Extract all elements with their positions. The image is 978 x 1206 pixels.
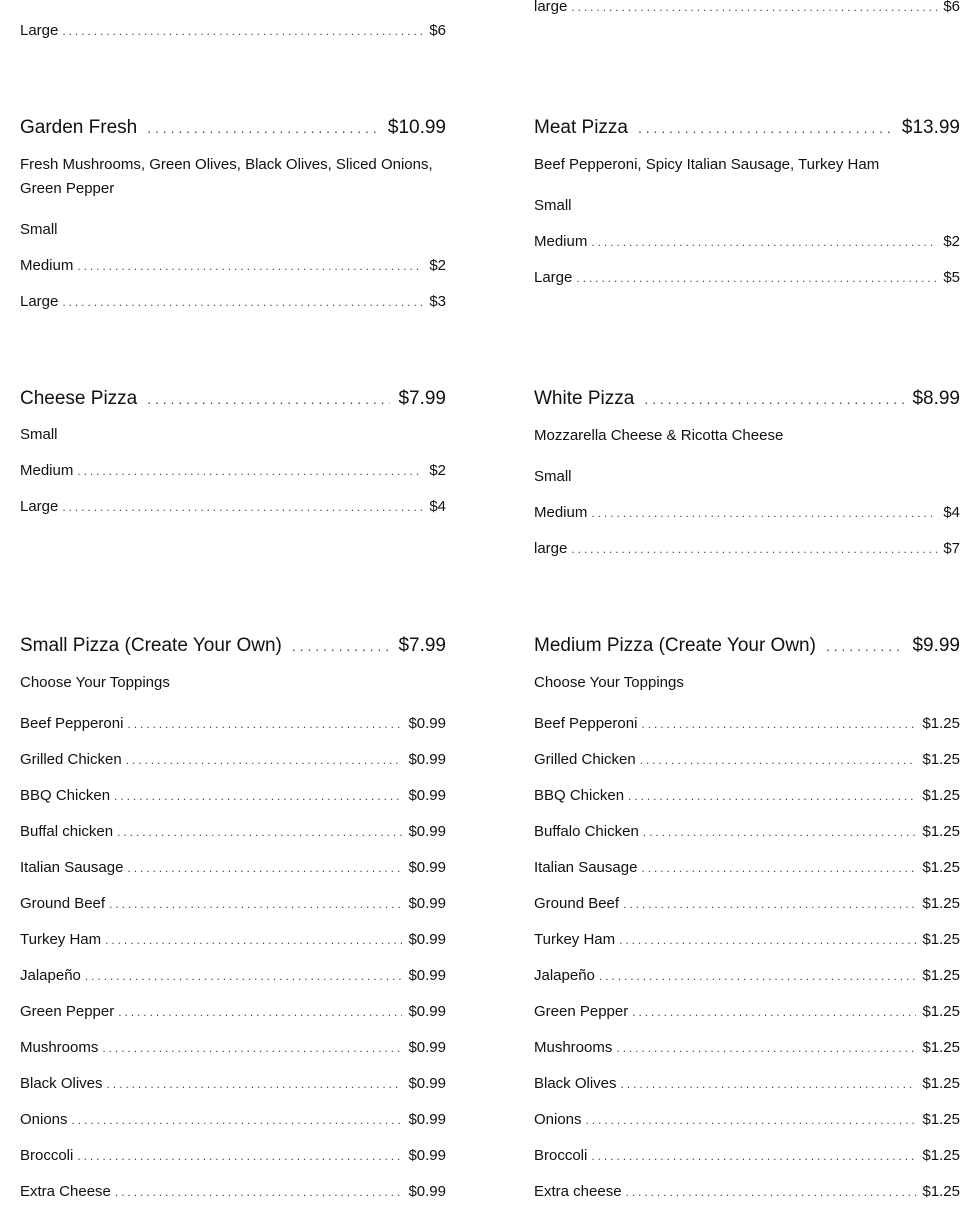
size-label-small: Small [20,426,58,443]
size-price: $5 [943,269,960,286]
leader-dots [127,858,402,878]
leader-dots [621,1074,917,1094]
topping-price: $0.99 [408,1039,446,1056]
leader-dots [628,786,916,806]
size-price: $2 [943,233,960,250]
leader-dots [599,966,917,986]
leader-dots [576,268,937,288]
size-label: Large [20,293,59,310]
topping-row [534,894,960,914]
size-label: Medium [20,462,74,479]
topping-name: Turkey Ham [534,931,616,948]
leader-dots [619,930,916,950]
topping-row [20,714,446,734]
topping-row [534,750,960,770]
leader-dots [826,634,905,658]
leader-dots [591,1146,916,1166]
topping-price: $0.99 [408,859,446,876]
size-label: Large [534,269,573,286]
menu-row-medium [20,256,446,276]
leader-dots [107,1074,403,1094]
menu-row-large [534,268,960,288]
leader-dots [643,822,917,842]
leader-dots [641,714,916,734]
size-price: $6 [429,22,446,39]
leader-dots [102,1038,402,1058]
topping-row [534,858,960,878]
topping-price: $1.25 [922,967,960,984]
size-price: $2 [429,462,446,479]
topping-name: Beef Pepperoni [20,715,124,732]
leader-dots [616,1038,916,1058]
menu-row-large [20,292,446,312]
leader-dots [641,858,916,878]
topping-row [534,930,960,950]
leader-dots [85,966,403,986]
topping-name: Buffalo Chicken [534,823,639,840]
leader-dots [292,634,391,658]
leader-dots [114,786,402,806]
topping-name: Green Pepper [534,1003,629,1020]
size-label: large [534,0,568,15]
size-price: $4 [943,504,960,521]
topping-row [534,1110,960,1130]
topping-row [534,786,960,806]
topping-row [20,930,446,950]
size-label-small: Small [534,197,572,214]
topping-price: $1.25 [922,1075,960,1092]
menu-item-small-create-your-own [20,634,446,658]
leader-dots [632,1002,916,1022]
topping-name: Mushrooms [20,1039,99,1056]
topping-name: Extra Cheese [20,1183,111,1200]
leader-dots [147,116,380,140]
topping-row [20,966,446,986]
topping-name: Onions [534,1111,582,1128]
leader-dots [638,116,894,140]
leader-dots [147,387,390,411]
topping-price: $1.25 [922,895,960,912]
leader-dots [105,930,402,950]
topping-price: $0.99 [408,1003,446,1020]
topping-row [534,714,960,734]
menu-item-cheese-pizza [20,387,446,411]
topping-name: Grilled Chicken [20,751,122,768]
topping-name: Ground Beef [534,895,620,912]
leader-dots [77,1146,402,1166]
leader-dots [72,1110,403,1130]
size-label: Medium [534,504,588,521]
topping-price: $1.25 [922,823,960,840]
topping-name: Broccoli [534,1147,588,1164]
menu-row-large [20,497,446,517]
topping-price: $0.99 [408,1147,446,1164]
topping-price: $1.25 [922,1111,960,1128]
menu-item-white-pizza [534,387,960,411]
item-price: $13.99 [901,117,960,138]
topping-name: Broccoli [20,1147,74,1164]
topping-name: Ground Beef [20,895,106,912]
topping-price: $0.99 [408,787,446,804]
menu-row-medium [534,503,960,523]
menu-row-medium [20,461,446,481]
size-price: $4 [429,498,446,515]
menu-row-large [20,21,446,41]
topping-name: Beef Pepperoni [534,715,638,732]
item-description: Beef Pepperoni, Spicy Italian Sausage, Turkey Ham [534,156,880,173]
leader-dots [118,1002,402,1022]
item-title: Small Pizza (Create Your Own) [20,635,282,656]
leader-dots [591,503,937,523]
topping-row [534,1002,960,1022]
topping-row [20,858,446,878]
topping-row [20,822,446,842]
topping-price: $1.25 [922,931,960,948]
topping-price: $1.25 [922,1003,960,1020]
topping-price: $0.99 [408,967,446,984]
topping-name: Italian Sausage [534,859,638,876]
topping-name: Grilled Chicken [534,751,636,768]
menu-row-medium [534,232,960,252]
topping-name: Black Olives [534,1075,617,1092]
menu-item-garden-fresh [20,116,446,140]
toppings-subtitle: Choose Your Toppings [534,674,684,691]
size-label: Medium [20,257,74,274]
size-label-small: Small [20,221,58,238]
topping-price: $1.25 [922,1147,960,1164]
topping-name: Onions [20,1111,68,1128]
menu-row-large [534,539,960,559]
item-title: Meat Pizza [534,117,628,138]
size-label: Large [20,22,59,39]
item-title: Garden Fresh [20,117,138,138]
size-price: $6 [943,0,960,15]
topping-price: $0.99 [408,1111,446,1128]
menu-item-meat-pizza [534,116,960,140]
topping-row [534,822,960,842]
topping-name: BBQ Chicken [20,787,111,804]
topping-name: Jalapeño [534,967,595,984]
leader-dots [115,1182,403,1202]
topping-row [20,750,446,770]
topping-row [534,1146,960,1166]
item-title: Medium Pizza (Create Your Own) [534,635,816,656]
topping-row [534,1074,960,1094]
item-price: $7.99 [398,388,446,409]
leader-dots [626,1182,917,1202]
topping-row [20,894,446,914]
leader-dots [126,750,403,770]
topping-name: Italian Sausage [20,859,124,876]
topping-name: Turkey Ham [20,931,102,948]
size-price: $2 [429,257,446,274]
item-price: $10.99 [387,117,446,138]
item-description: Fresh Mushrooms, Green Olives, Black Olives, Sliced Onions, Green Pepper [20,156,433,197]
item-price: $7.99 [398,635,446,656]
topping-price: $0.99 [408,895,446,912]
topping-name: Jalapeño [20,967,81,984]
size-label: Medium [534,233,588,250]
leader-dots [77,256,423,276]
topping-price: $0.99 [408,1075,446,1092]
topping-row [534,966,960,986]
leader-dots [77,461,423,481]
leader-dots [127,714,402,734]
topping-price: $0.99 [408,931,446,948]
leader-dots [62,497,423,517]
topping-price: $0.99 [408,1183,446,1200]
item-price: $9.99 [912,635,960,656]
size-label: large [534,540,568,557]
topping-price: $1.25 [922,715,960,732]
size-label: Large [20,498,59,515]
leader-dots [586,1110,917,1130]
topping-name: Green Pepper [20,1003,115,1020]
leader-dots [591,232,937,252]
topping-name: Extra cheese [534,1183,622,1200]
leader-dots [644,387,904,411]
topping-row [20,1182,446,1202]
topping-price: $1.25 [922,787,960,804]
leader-dots [117,822,402,842]
menu-row-partial [20,0,446,6]
toppings-subtitle: Choose Your Toppings [20,674,170,691]
leader-dots [62,292,423,312]
topping-price: $0.99 [408,715,446,732]
topping-price: $1.25 [922,751,960,768]
item-description: Mozzarella Cheese & Ricotta Cheese [534,427,784,444]
menu-item-medium-create-your-own [534,634,960,658]
leader-dots [109,894,402,914]
menu-row-large [534,0,960,17]
size-label-small: Small [534,468,572,485]
topping-name: Black Olives [20,1075,103,1092]
leader-dots [571,539,937,559]
leader-dots [623,894,916,914]
topping-price: $1.25 [922,859,960,876]
item-title: White Pizza [534,388,635,409]
topping-row [534,1182,960,1202]
topping-row [534,1038,960,1058]
item-price: $8.99 [912,388,960,409]
leader-dots [70,0,440,6]
topping-row [20,1146,446,1166]
topping-price: $1.25 [922,1183,960,1200]
topping-name: Buffal chicken [20,823,114,840]
size-price: $7 [943,540,960,557]
size-price: $3 [429,293,446,310]
topping-name: BBQ Chicken [534,787,625,804]
topping-price: $0.99 [408,823,446,840]
topping-row [20,1038,446,1058]
topping-row [20,1074,446,1094]
topping-price: $0.99 [408,751,446,768]
topping-price: $1.25 [922,1039,960,1056]
topping-row [20,1110,446,1130]
topping-name: Mushrooms [534,1039,613,1056]
leader-dots [62,21,423,41]
topping-row [20,1002,446,1022]
leader-dots [640,750,917,770]
topping-row [20,786,446,806]
leader-dots [571,0,937,17]
item-title: Cheese Pizza [20,388,138,409]
